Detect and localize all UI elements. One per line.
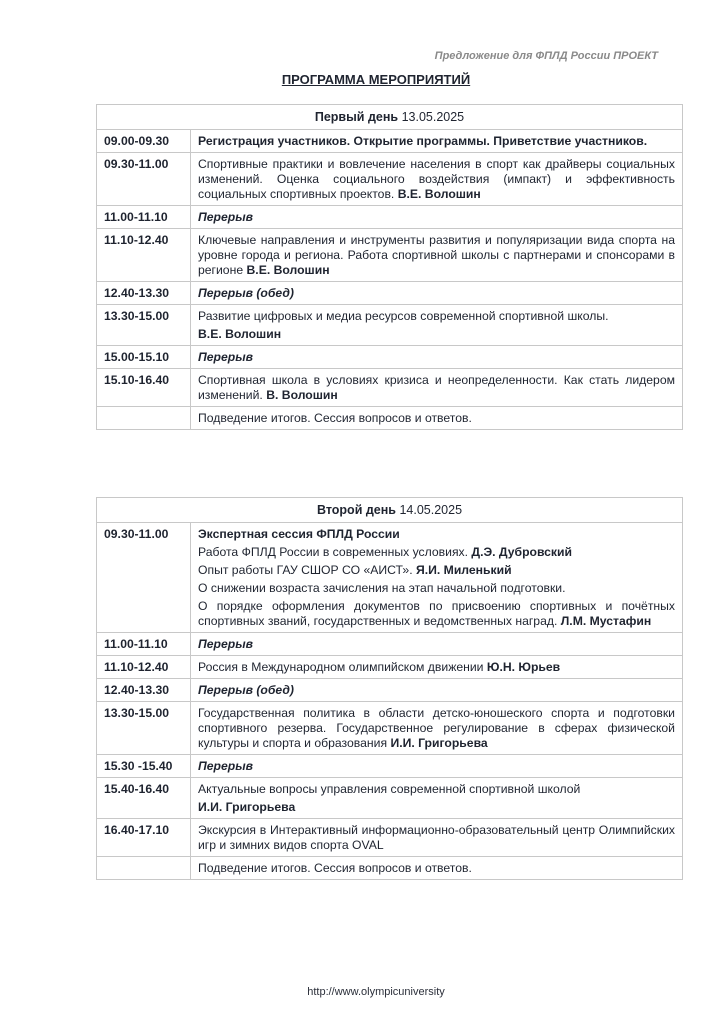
table-row [97,282,683,305]
time-slot: 11.00-11.10 [97,206,191,229]
table-row [97,819,683,857]
session-text: Развитие цифровых и медиа ресурсов современной спортивной школы. [198,309,609,323]
session-cell [191,778,683,819]
draft-note: Предложение для ФПЛД России ПРОЕКТ [434,50,658,62]
table-row [97,229,683,282]
speaker-name: Ю.Н. Юрьев [486,660,561,674]
table-row [97,857,683,880]
table-row [97,346,683,369]
session-text: Спортивные практики и вовлечение населения в спорт как драйверы социальных изменений. Оценка социального воздействия (импакт) и эффективность социальных спортивных проектов. [198,157,675,201]
time-slot: 11.10-12.40 [97,229,191,282]
table-row [97,407,683,430]
session-text: Работа ФПЛД России в современных условиях. [198,545,469,559]
session-text: Регистрация участников. Открытие программы. Приветствие участников. [191,130,683,153]
time-slot: 11.10-12.40 [97,656,191,679]
session-text: Ключевые направления и инструменты развития и популяризации вида спорта на уровне города и региона. Работа спортивной школы с партнерами и спонсорами в регионе [198,233,675,277]
break-label: Перерыв (обед) [191,282,683,305]
time-slot: 15.40-16.40 [97,778,191,819]
session-text: Подведение итогов. Сессия вопросов и ответов. [191,857,683,880]
speaker-name: В.Е. Волошин [397,187,481,201]
session-text: Актуальные вопросы управления современной спортивной школой [198,782,581,796]
day1-header-row [97,105,683,130]
session-text: Государственная политика в области детско-юношеского спорта и подготовки спортивного резерва. Государственное регулирование в сферах физической культуры и спорта и образования [198,706,675,750]
day1-label: Первый день [314,110,399,124]
day2-date: 14.05.2025 [399,503,463,517]
table-row [97,130,683,153]
session-text: Россия в Международном олимпийском движении [198,660,484,674]
session-item [198,545,675,560]
break-label: Перерыв [191,755,683,778]
time-slot: 12.40-13.30 [97,679,191,702]
session-item: О снижении возраста зачисления на этап начальной подготовки. [198,581,566,595]
time-slot: 09.30-11.00 [97,523,191,633]
day1-header [97,105,683,130]
time-slot: 11.00-11.10 [97,633,191,656]
table-row [97,206,683,229]
day1-schedule-table [96,104,683,430]
speaker-name: Д.Э. Дубровский [471,545,573,559]
table-row [97,153,683,206]
time-slot: 15.10-16.40 [97,369,191,407]
table-row [97,369,683,407]
time-slot: 13.30-15.00 [97,305,191,346]
session-cell [191,369,683,407]
session-text: Спортивная школа в условиях кризиса и неопределенности. Как стать лидером изменений. [198,373,675,402]
day2-header-row [97,498,683,523]
speaker-name: Я.И. Миленький [415,563,512,577]
session-cell [191,523,683,633]
break-label: Перерыв (обед) [191,679,683,702]
speaker-name: В.Е. Волошин [246,263,330,277]
speaker-name: В. Волошин [266,388,338,402]
session-title: Экспертная сессия ФПЛД России [198,527,400,541]
session-text: Экскурсия в Интерактивный информационно-образовательный центр Олимпийских игр и зимних видов спорта OVAL [191,819,683,857]
page-title: ПРОГРАММА МЕРОПРИЯТИЙ [281,72,471,87]
table-row [97,702,683,755]
day2-schedule-table [96,497,683,880]
time-slot: 12.40-13.30 [97,282,191,305]
break-label: Перерыв [191,346,683,369]
session-text: О порядке оформления документов по присвоению спортивных и почётных спортивных званий, государственных и ведомственных наград. [198,599,675,628]
time-slot: 09.00-09.30 [97,130,191,153]
table-row [97,656,683,679]
session-cell [191,229,683,282]
day2-label: Второй день [316,503,396,517]
speaker-name: И.И. Григорьева [198,800,296,814]
time-slot: 09.30-11.00 [97,153,191,206]
time-slot: 16.40-17.10 [97,819,191,857]
speaker-name: Л.М. Мустафин [560,614,652,628]
session-text: Подведение итогов. Сессия вопросов и ответов. [191,407,683,430]
session-cell [191,153,683,206]
break-label: Перерыв [191,206,683,229]
time-slot [97,407,191,430]
speaker-name: В.Е. Волошин [198,327,282,341]
time-slot [97,857,191,880]
session-item [198,563,675,578]
session-cell [191,656,683,679]
footer-link[interactable]: http://www.olympicuniversity [307,986,445,998]
speaker-name: И.И. Григорьева [390,736,488,750]
table-row [97,755,683,778]
session-item [198,599,675,629]
time-slot: 13.30-15.00 [97,702,191,755]
session-cell [191,702,683,755]
session-cell [191,305,683,346]
table-row [97,633,683,656]
time-slot: 15.00-15.10 [97,346,191,369]
day2-header [97,498,683,523]
session-text: Опыт работы ГАУ СШОР СО «АИСТ». [198,563,413,577]
table-row [97,305,683,346]
table-row [97,679,683,702]
table-row [97,523,683,633]
break-label: Перерыв [191,633,683,656]
day1-date: 13.05.2025 [401,110,465,124]
table-row [97,778,683,819]
time-slot: 15.30 -15.40 [97,755,191,778]
